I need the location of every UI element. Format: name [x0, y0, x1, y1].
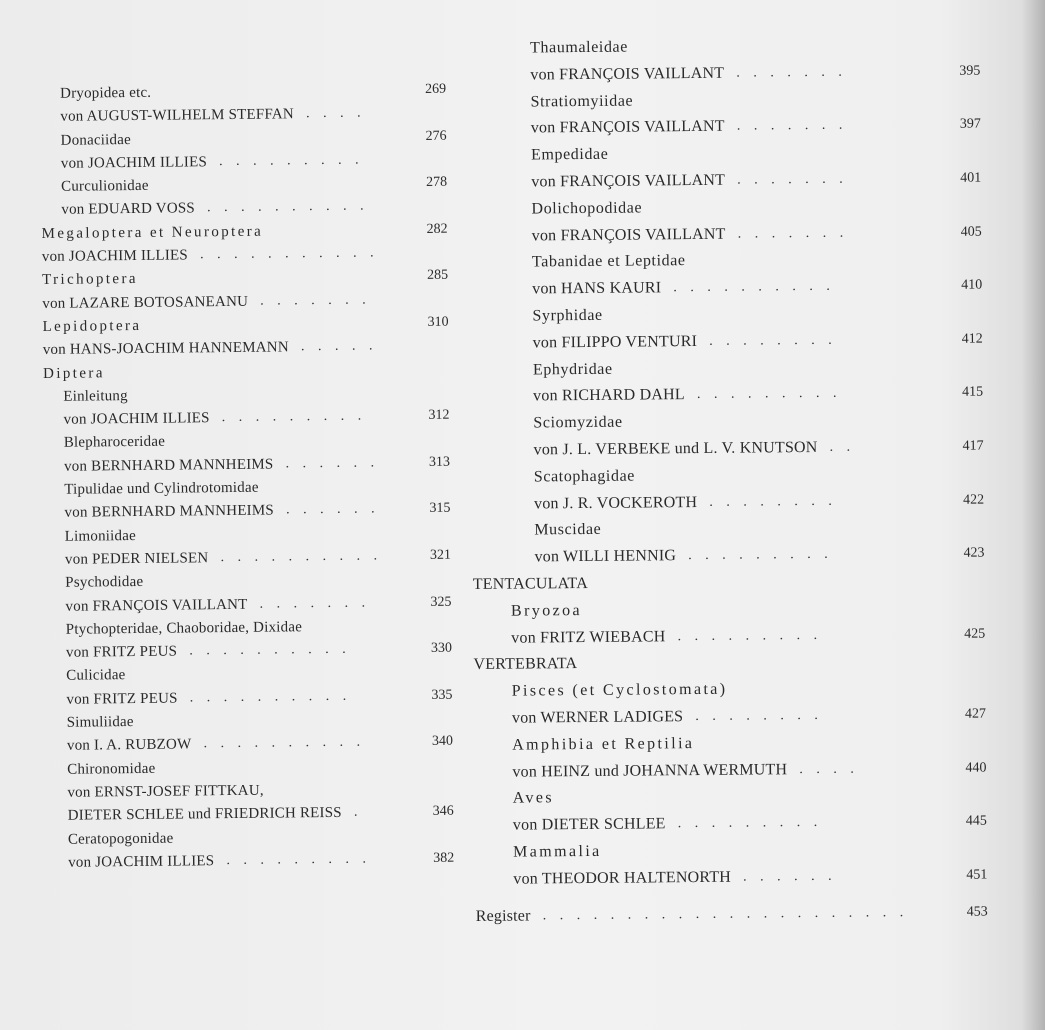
- entry-text: von FRANÇOIS VAILLANT: [531, 225, 726, 245]
- leader-dots: . . . . . . .: [259, 595, 371, 612]
- entry-text: Amphibia et Reptilia: [512, 734, 695, 754]
- leader-dots: . .: [829, 439, 856, 455]
- page-number: 410: [961, 277, 983, 293]
- page-number: 321: [429, 547, 452, 563]
- leader-dots: . . . . . . . .: [709, 493, 837, 510]
- entry-text: Curculionidae: [61, 178, 149, 195]
- entry-text: Dolichopodidae: [531, 199, 643, 218]
- page-edge-shadow: [1021, 0, 1045, 1030]
- entry-text: von JOACHIM ILLIES: [63, 410, 210, 428]
- leader-dots: . . . . . . . . . .: [189, 688, 352, 706]
- page-number: 282: [426, 221, 448, 237]
- leader-dots: . . . . . .: [285, 455, 380, 472]
- entry-text: von I. A. RUBZOW: [66, 736, 192, 755]
- entry-text: Scatophagidae: [533, 467, 636, 486]
- page-number: 412: [961, 331, 983, 347]
- leader-dots: . . . . . .: [285, 501, 380, 518]
- page-number: 278: [425, 174, 448, 191]
- page-number: 310: [427, 314, 449, 330]
- entry-text: VERTEBRATA: [473, 655, 578, 674]
- page-number: 401: [960, 170, 982, 186]
- page-number: 346: [432, 803, 454, 820]
- leader-dots: . . . . . . . . .: [219, 152, 364, 169]
- entry-text: von WILLI HENNIG: [534, 547, 677, 566]
- entry-text: von FRANÇOIS VAILLANT: [530, 64, 725, 84]
- entry-text: von JOACHIM ILLIES: [68, 852, 215, 871]
- leader-dots: . . . . . . . . .: [677, 815, 823, 832]
- entry-text: von FRITZ PEUS: [65, 643, 178, 661]
- entry-text: Thaumaleidae: [530, 38, 629, 57]
- page-number: 422: [963, 492, 985, 508]
- page-number: 330: [430, 640, 453, 657]
- leader-dots: . . . .: [305, 105, 366, 122]
- page-number: 325: [430, 594, 452, 610]
- entry-text: Diptera: [42, 364, 105, 382]
- entry-text: Bryozoa: [510, 601, 583, 620]
- entry-text: Mammalia: [513, 842, 602, 861]
- entry-text: Dryopidea etc.: [60, 84, 152, 102]
- leader-dots: . . . . . . .: [737, 171, 848, 188]
- leader-dots: . . . . . . .: [736, 118, 848, 135]
- leader-dots: . . . . . . . . .: [696, 386, 842, 403]
- leader-dots: . . . . . . . .: [709, 332, 837, 349]
- page-number: 440: [965, 760, 987, 776]
- page-number: 425: [964, 626, 986, 642]
- entry-text: von WERNER LADIGES: [511, 708, 684, 727]
- entry-text: von DIETER SCHLEE: [512, 815, 666, 834]
- page-number: 397: [959, 116, 981, 133]
- entry-text: von FILIPPO VENTURI: [532, 332, 698, 352]
- leader-dots: . . . . . . . . .: [226, 851, 371, 868]
- leader-dots: . . . . . . . . . . .: [199, 245, 379, 263]
- toc-entry-author: [46, 846, 456, 874]
- page-number: 395: [959, 63, 981, 79]
- leader-dots: . . . . . . . . . .: [189, 641, 351, 659]
- page-number: 382: [433, 850, 455, 866]
- entry-text: Limoniidae: [64, 527, 136, 545]
- entry-text: von BERNHARD MANNHEIMS: [63, 456, 274, 475]
- leader-dots: . . . . . . .: [260, 292, 371, 309]
- entry-text: von HANS-JOACHIM HANNEMANN: [42, 339, 289, 359]
- entry-text: Lepidoptera: [42, 317, 142, 335]
- entry-text: Donaciidae: [60, 131, 132, 149]
- leader-dots: . . . . . . . . . .: [673, 278, 835, 296]
- leader-dots: . . . . . . . . . . . . . . . . . . . . . .: [542, 904, 909, 923]
- page-number: 405: [960, 224, 982, 240]
- leader-dots: . . . .: [799, 761, 859, 777]
- entry-text: Culicidae: [66, 667, 126, 685]
- entry-text: Megaloptera et Neuroptera: [41, 223, 264, 242]
- entry-text: Psychodidae: [65, 574, 144, 591]
- entry-text: von HEINZ und JOHANNA WERMUTH: [512, 760, 788, 781]
- entry-text: Muscidae: [534, 521, 602, 539]
- page-number: 415: [962, 384, 984, 401]
- entry-text: Tabanidae et Leptidae: [531, 252, 686, 271]
- entry-text: Pisces (et Cyclostomata): [511, 680, 728, 700]
- page-number: 312: [428, 407, 450, 424]
- entry-text: von BERNHARD MANNHEIMS: [64, 502, 275, 522]
- page-number: 417: [962, 438, 984, 454]
- entry-text: von JOACHIM ILLIES: [41, 247, 189, 266]
- entry-text: Ceratopogonidae: [67, 830, 174, 848]
- entry-text: von RICHARD DAHL: [533, 386, 685, 405]
- toc-entry-class-author: [475, 862, 995, 893]
- entry-text: von FRITZ PEUS: [66, 690, 178, 708]
- entry-text: Simuliidae: [66, 714, 134, 731]
- page-number: 423: [963, 545, 985, 561]
- entry-text: von LAZARE BOTOSANEANU: [42, 293, 249, 312]
- leader-dots: . . . . . . .: [737, 225, 849, 242]
- entry-text: DIETER SCHLEE und FRIEDRICH REISS: [67, 805, 342, 824]
- toc-left-column: [38, 78, 456, 874]
- leader-dots: . . . . . . . . . .: [203, 734, 366, 752]
- leader-dots: . . . . . . . . .: [221, 408, 367, 426]
- entry-text: Register: [475, 906, 531, 925]
- entry-text: von J. R. VOCKEROTH: [534, 493, 698, 512]
- entry-text: Tipulidae und Cylindrotomidae: [64, 479, 259, 498]
- entry-text: Aves: [512, 789, 555, 807]
- page-number: 285: [426, 268, 449, 284]
- entry-text: von FRITZ WIEBACH: [511, 627, 666, 647]
- page-number: 269: [425, 81, 447, 97]
- entry-text: von AUGUST-WILHELM STEFFAN: [60, 106, 294, 126]
- leader-dots: .: [353, 804, 363, 820]
- leader-dots: . . . . . . . . . .: [206, 199, 369, 216]
- entry-text: Syrphidae: [532, 306, 603, 325]
- entry-text: von ERNST-JOSEF FITTKAU,: [67, 782, 264, 801]
- leader-dots: . . . . . . . .: [695, 707, 823, 724]
- entry-text: von THEODOR HALTENORTH: [513, 868, 732, 888]
- entry-text: von JOACHIM ILLIES: [60, 154, 208, 172]
- leader-dots: . . . . . .: [743, 868, 837, 885]
- entry-text: von EDUARD VOSS: [61, 200, 195, 219]
- entry-text: von FRANÇOIS VAILLANT: [530, 118, 725, 137]
- page-number: 453: [966, 903, 988, 920]
- toc-entry-phylum: [476, 899, 996, 930]
- leader-dots: . . . . . . . . . .: [220, 548, 383, 566]
- entry-text: Chironomidae: [67, 760, 156, 778]
- page-number: 451: [966, 867, 988, 883]
- leader-dots: . . . . . . . . .: [677, 627, 823, 644]
- entry-text: Ptychopteridae, Chaoboridae, Dixidae: [65, 619, 303, 638]
- entry-text: Trichoptera: [41, 271, 138, 289]
- leader-dots: . . . . .: [300, 338, 378, 355]
- entry-text: von HANS KAURI: [532, 279, 662, 298]
- entry-text: Einleitung: [63, 387, 128, 405]
- entry-text: TENTACULATA: [472, 574, 589, 593]
- leader-dots: . . . . . . .: [736, 64, 847, 81]
- leader-dots: . . . . . . . . .: [688, 546, 833, 564]
- entry-text: von PEDER NIELSEN: [64, 550, 209, 568]
- toc-right-column: [468, 31, 996, 930]
- entry-text: von FRANÇOIS VAILLANT: [65, 596, 248, 615]
- page-number: 340: [431, 734, 454, 750]
- page-number: 276: [425, 128, 447, 144]
- entry-text: Blepharoceridae: [63, 434, 166, 452]
- page-number: 313: [428, 454, 451, 470]
- page-number: 427: [964, 706, 987, 722]
- entry-text: Stratiomyiidae: [530, 92, 634, 111]
- entry-text: Empedidae: [530, 145, 609, 164]
- page-number: 315: [429, 501, 451, 517]
- page-number: 335: [431, 687, 453, 703]
- entry-text: Sciomyzidae: [533, 413, 623, 432]
- entry-text: von J. L. VERBEKE und L. V. KNUTSON: [533, 438, 818, 459]
- entry-text: Ephydridae: [532, 360, 613, 379]
- page-number: 445: [965, 813, 987, 829]
- entry-text: von FRANÇOIS VAILLANT: [531, 171, 726, 191]
